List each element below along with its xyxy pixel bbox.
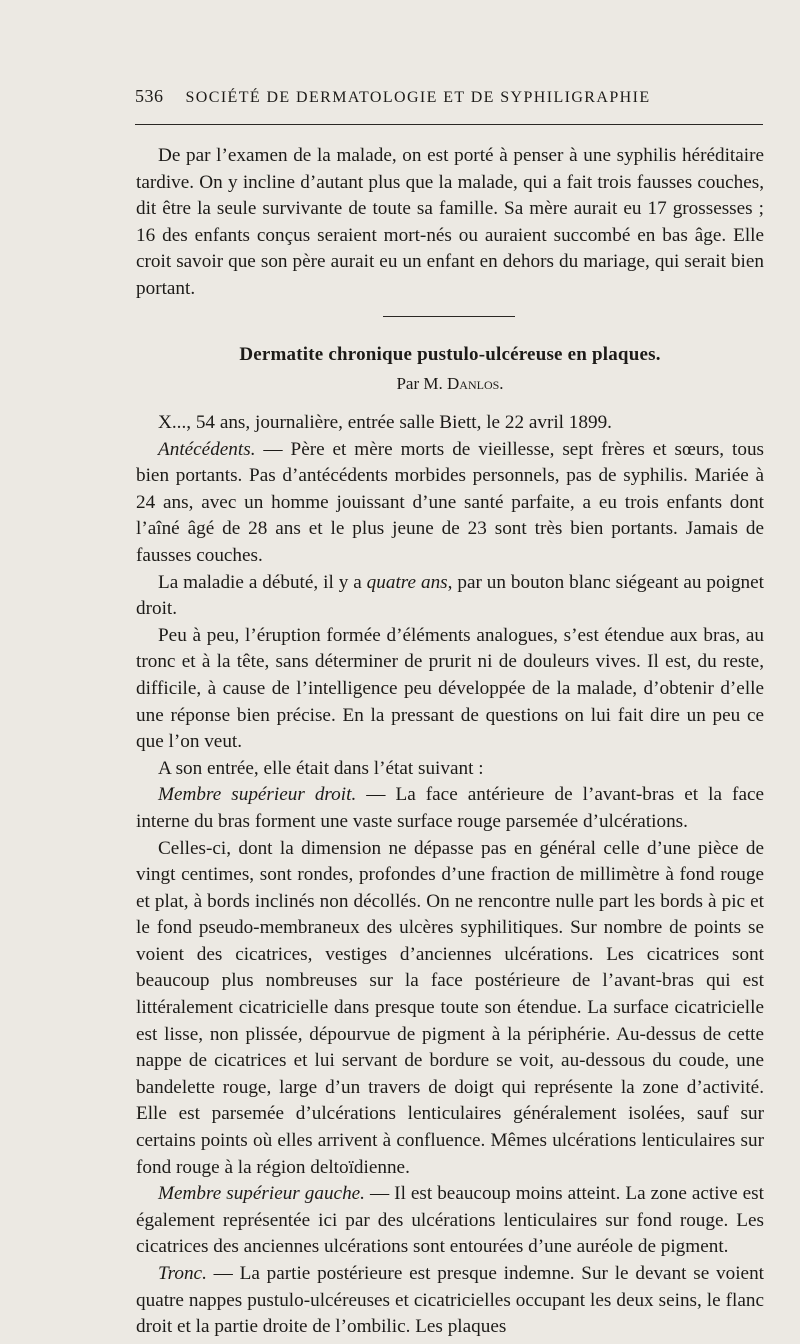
- paragraph-patient: X..., 54 ans, journalière, entrée salle Biett, le 22 avril 1899.: [158, 412, 612, 433]
- left-arm-text: — Il est beaucoup moins atteint. La zone active est également représentée ici par des ulcérations lenticulaires sur fond rouge. Les cicatrices des anciennes ulcérations sont entourées d’une auréole de pigment.: [136, 1183, 764, 1258]
- paragraph-right-arm: [136, 782, 764, 835]
- byline-author: Danlos.: [447, 374, 504, 393]
- paragraph-trunk: [136, 1261, 764, 1341]
- paragraph-onset: [136, 570, 764, 623]
- paragraph-eruption: Peu à peu, l’éruption formée d’éléments analogues, s’est étendue aux bras, au tronc et à la tête, sans déterminer de prurit ni de douleurs vives. Il est, du reste, difficile, à cause de l’intelligence peu développée de la malade, d’obtenir d’elle une réponse bien précise. En la pressant de questions on lui fait dire un peu ce que l’on veut.: [136, 624, 764, 753]
- onset-text-a: La maladie a débuté, il y a: [158, 571, 367, 593]
- onset-text-b: , par un bouton blanc siégeant au poignet droit.: [136, 571, 764, 620]
- paragraph-antecedents: [136, 437, 764, 570]
- paragraph-left-arm: [136, 1181, 764, 1261]
- paragraph-state: A son entrée, elle était dans l’état suivant :: [158, 757, 484, 779]
- running-title: SOCIÉTÉ DE DERMATOLOGIE ET DE SYPHILIGRAPHIE: [185, 89, 651, 106]
- trunk-label: Tronc.: [158, 1263, 207, 1284]
- article-byline: [136, 374, 764, 394]
- page-number: 536: [135, 86, 164, 106]
- antecedents-label: Antécédents.: [158, 438, 256, 460]
- header-rule: [135, 124, 763, 125]
- section-separator: [383, 316, 515, 317]
- byline-prefix: Par M.: [396, 374, 447, 393]
- left-arm-label: Membre supérieur gauche.: [158, 1183, 365, 1205]
- article-title: Dermatite chronique pustulo-ulcéreuse en plaques.: [239, 344, 661, 365]
- intro-paragraph: De par l’examen de la malade, on est porté à penser à une syphilis héréditaire tardive. On y incline d’autant plus que la malade, qui a fait trois fausses couches, dit être la seule survivante de toute sa famille. Sa mère aurait eu 17 grossesses ; 16 des enfants conçus seraient mort-nés ou auraient succombé en bas âge. Elle croit savoir que son père aurait eu un enfant en dehors du mariage, qui serait bien portant.: [136, 145, 764, 299]
- paragraph-ulcerations: Celles-ci, dont la dimension ne dépasse pas en général celle d’une pièce de vingt centimes, sont rondes, profondes d’une fraction de millimètre à fond rouge et plat, à bords inclinés non décollés. On ne rencontre nulle part les bords à pic et le fond pseudo-membraneux des ulcères syphilitiques. Sur nombre de points se voient des cicatrices, vestiges d’anciennes ulcérations. Les cicatrices sont beaucoup plus nombreuses sur la face postérieure de l’avant-bras qui est littéralement cicatricielle dans presque toute son étendue. La surface cicatricielle est lisse, non plissée, dépourvue de pigment à la périphérie. Au-dessus de cette nappe de cicatrices et lui servant de bordure se voit, au-dessous du coude, une bandelette rouge, large d’un travers de doigt qui représente la zone d’activité. Elle est parsemée d’ulcérations lenticulaires généralement isolées, sauf sur certains points où elles arrivent à confluence. Mêmes ulcérations lenticulaires sur fond rouge à la région deltoïdienne.: [136, 837, 764, 1178]
- article-body: [136, 410, 764, 1341]
- trunk-text: — La partie postérieure est presque indemne. Sur le devant se voient quatre nappes pustulo-ulcéreuses et cicatricielles occupant les deux seins, le flanc droit et la partie droite de l’ombilic. Les plaques: [136, 1263, 764, 1338]
- intro-block: [136, 143, 764, 303]
- antecedents-text: — Père et mère morts de vieillesse, sept frères et sœurs, tous bien portants. Pas d’antécédents morbides personnels, pas de syphilis. Mariée à 24 ans, avec un homme jouissant d’une santé parfaite, a eu trois enfants dont l’aîné âgé de 28 ans et le plus jeune de 23 sont très bien portants. Jamais de fausses couches.: [136, 438, 764, 566]
- right-arm-label: Membre supérieur droit.: [158, 784, 357, 806]
- right-arm-text: — La face antérieure de l’avant-bras et la face interne du bras forment une vaste surface rouge parsemée d’ulcérations.: [136, 784, 764, 832]
- onset-emphasis: quatre ans: [366, 571, 448, 593]
- running-header: [135, 86, 765, 107]
